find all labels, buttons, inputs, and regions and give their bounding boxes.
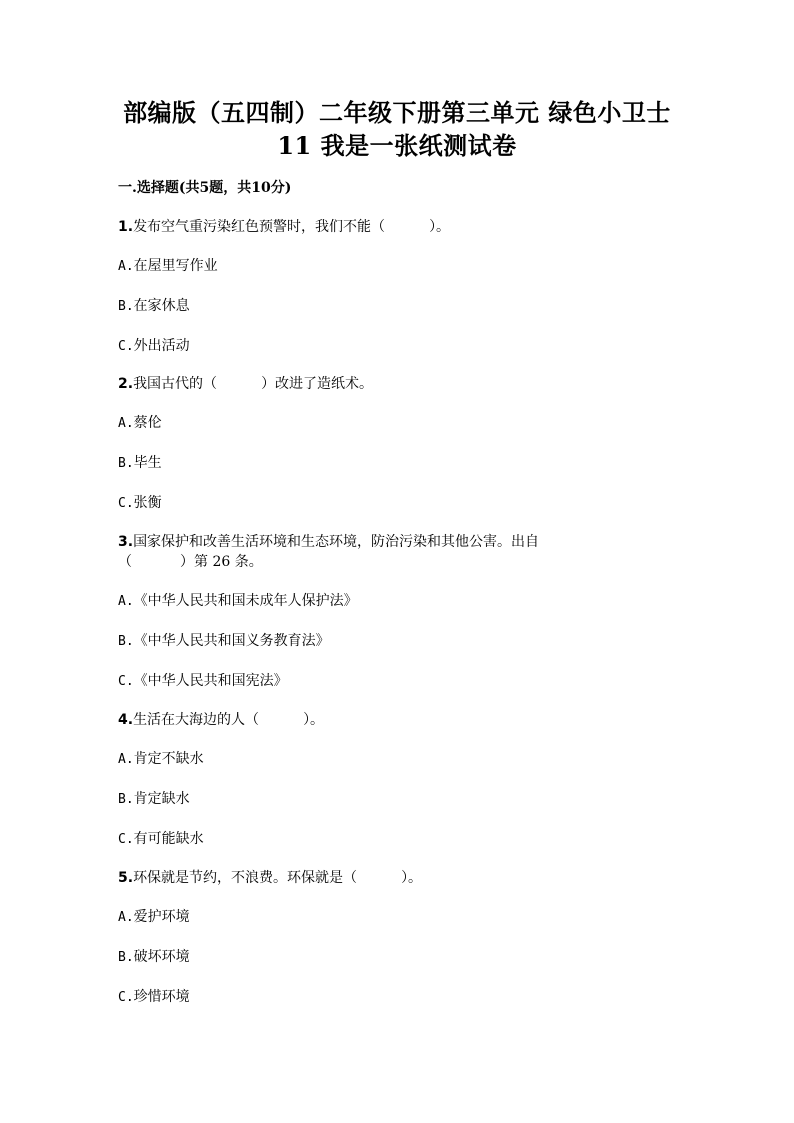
- option-b: [118, 453, 608, 474]
- option-a: [118, 256, 608, 277]
- question-number: 1.: [118, 219, 134, 235]
- option-letter: C.: [118, 832, 134, 847]
- section-header: 一.选择题(共5题，共10分): [118, 180, 292, 196]
- option-text: 珍惜环境: [133, 989, 190, 1005]
- option-b: [118, 789, 608, 810]
- option-text: 在屋里写作业: [133, 258, 218, 274]
- option-letter: C.: [118, 674, 134, 689]
- stem-text-after: ）。: [429, 219, 451, 235]
- option-b: [118, 631, 608, 652]
- option-text: 有可能缺水: [133, 831, 204, 847]
- option-letter: B.: [118, 456, 134, 471]
- option-text: 《中华人民共和国未成年人保护法》: [133, 593, 358, 609]
- option-text: 破坏环境: [133, 949, 190, 965]
- page-title-line-1: 部编版（五四制）二年级下册第三单元 绿色小卫士: [123, 98, 671, 127]
- option-text: 肯定不缺水: [133, 751, 204, 767]
- option-c: [118, 493, 608, 514]
- stem-text-line-1: 国家保护和改善生活环境和生态环境，防治污染和其他公害。出自: [133, 534, 540, 550]
- option-text: 肯定缺水: [133, 791, 190, 807]
- question-stem: [118, 868, 608, 888]
- stem-text-before: 环保就是节约，不浪费。环保就是（: [133, 870, 358, 886]
- option-text: 爱护环境: [133, 909, 190, 925]
- option-a: [118, 413, 608, 434]
- question-stem: [118, 374, 608, 394]
- option-letter: A.: [118, 259, 134, 274]
- option-text: 《中华人民共和国宪法》: [133, 673, 288, 689]
- option-text: 《中华人民共和国义务教育法》: [133, 633, 330, 649]
- question-5: [118, 868, 608, 1008]
- option-text: 张衡: [133, 495, 162, 511]
- option-letter: A.: [118, 910, 134, 925]
- question-number: 4.: [118, 712, 134, 728]
- stem-text-before: （: [118, 554, 132, 570]
- option-letter: B.: [118, 792, 134, 807]
- option-a: [118, 749, 608, 770]
- page-title-line-2: 11 我是一张纸测试卷: [277, 131, 517, 160]
- option-text: 外出活动: [133, 338, 190, 354]
- option-a: [118, 907, 608, 928]
- question-number: 2.: [118, 376, 134, 392]
- option-a: [118, 591, 608, 612]
- option-letter: B.: [118, 299, 134, 314]
- stem-text-after: ）第 26 条。: [180, 554, 263, 570]
- option-c: [118, 336, 608, 357]
- stem-text-after: ）。: [401, 870, 423, 886]
- option-letter: A.: [118, 594, 134, 609]
- option-b: [118, 296, 608, 317]
- question-stem: [118, 217, 608, 237]
- option-c: [118, 987, 608, 1008]
- option-letter: A.: [118, 752, 134, 767]
- option-text: 在家休息: [133, 298, 190, 314]
- question-number: 5.: [118, 870, 134, 886]
- question-number: 3.: [118, 534, 134, 550]
- stem-text-before: 发布空气重污染红色预警时，我们不能（: [133, 219, 386, 235]
- option-letter: B.: [118, 634, 134, 649]
- question-stem: [118, 710, 608, 730]
- question-stem: [118, 532, 608, 552]
- stem-text-after: ）。: [303, 712, 325, 728]
- question-2: [118, 374, 608, 514]
- stem-text-before: 生活在大海边的人（: [133, 712, 260, 728]
- option-c: [118, 671, 608, 692]
- question-1: [118, 217, 608, 357]
- option-text: 蔡伦: [133, 415, 162, 431]
- option-letter: C.: [118, 990, 134, 1005]
- option-letter: C.: [118, 339, 134, 354]
- option-letter: B.: [118, 950, 134, 965]
- question-4: [118, 710, 608, 850]
- stem-text-after: ）改进了造纸术。: [261, 376, 374, 392]
- option-c: [118, 829, 608, 850]
- question-3: [118, 532, 608, 692]
- stem-text-before: 我国古代的（: [133, 376, 218, 392]
- question-stem-continuation: [118, 552, 608, 572]
- option-letter: C.: [118, 496, 134, 511]
- option-b: [118, 947, 608, 968]
- option-text: 毕生: [133, 455, 162, 471]
- option-letter: A.: [118, 416, 134, 431]
